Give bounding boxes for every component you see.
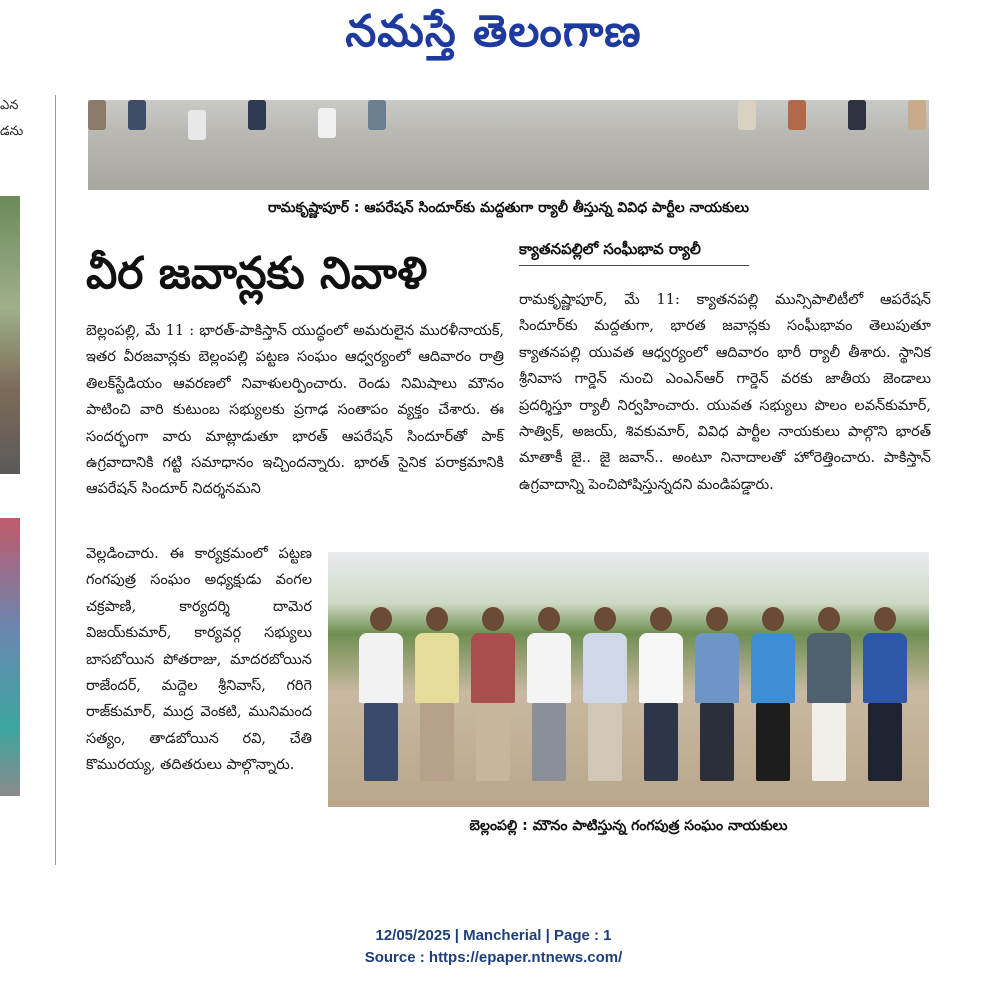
group-photo: [328, 552, 929, 807]
main-headline: వీర జవాన్లకు నివాళి: [86, 248, 428, 299]
main-story-paragraph-continued: వెల్లడించారు. ఈ కార్యక్రమంలో పట్టణ గంగపుత్ర సంఘం అధ్యక్షుడు వంగల చక్రపాణి, కార్యదర్శి దామెర విజయ్‌కుమార్, కార్యవర్గ సభ్యులు బాసబోయిన పోతరాజు, మాదరబోయిన రాజేందర్, మద్దెల శ్రీనివాస్, గరిగె రాజ్‌కుమార్, ముద్ర వెంకటి, మునిమంద సత్యం, తాడబోయిన రవి, చేతి కొమురయ్య, తదితరులు పాల్గొన్నారు.: [86, 546, 312, 774]
left-column-fragment: ఎన: [0, 98, 19, 113]
left-edge-photo: [0, 518, 20, 796]
rally-photo-caption: రామకృష్ణాపూర్ : ఆపరేషన్ సిందూర్‌కు మద్దతుగా ర్యాలీ తీస్తున్న వివిధ పార్టీల నాయకులు: [268, 200, 749, 216]
photo-person: [748, 607, 798, 781]
left-column-fragment: డను: [0, 124, 24, 139]
photo-person: [860, 607, 910, 781]
main-story-paragraph: బెల్లంపల్లి, మే 11 : భారత్-పాకిస్తాన్ యుద్ధంలో అమరులైన మురళీనాయక్, ఇతర వీరజవాన్లకు బెల్లంపల్లి పట్టణ సంఘం ఆధ్వర్యంలో ఆదివారం రాత్రి తిలక్‌స్టేడియం ఆవరణలో నివాళులర్పించారు. రెండు నిమిషాలు మౌనం పాటించి వారి కుటుంబ సభ్యులకు ప్రగాఢ సంతాపం వ్యక్తం చేశారు. ఈ సందర్భంగా వారు మాట్లాడుతూ భారత్ ఆపరేషన్ సిందూర్‌తో పాక్ ఉగ్రవాదానికి గట్టి సమాధానం ఇచ్చిందన్నారు. భారత్ సైనిక పరాక్రమానికి ఆపరేషన్ సిందూర్ నిదర్శనమని: [86, 323, 504, 498]
group-photo-caption: బెల్లంపల్లి : మౌనం పాటిస్తున్న గంగపుత్ర సంఘం నాయకులు: [469, 818, 788, 834]
photo-person: [412, 607, 462, 781]
photo-person: [468, 607, 518, 781]
column-divider: [55, 95, 56, 865]
source-link[interactable]: Source : https://epaper.ntnews.com/: [364, 949, 623, 966]
newspaper-masthead: నమస్తే తెలంగాణ: [345, 6, 642, 57]
rally-photo: [88, 100, 929, 190]
side-story-body: రామకృష్ణాపూర్, మే 11: క్యాతనపల్లి మున్సిపాలిటీలో ఆపరేషన్ సిందూర్‌కు మద్దతుగా, భారత జవాన్లకు సంఘీభావం తెలుపుతూ క్యాతనపల్లి యువత ఆధ్వర్యంలో ఆదివారం భారీ ర్యాలీ తీశారు. స్థానిక శ్రీనివాస గార్డెన్ నుంచి ఎంఎన్ఆర్ గార్డెన్ వరకు జాతీయ జెండాలు ప్రదర్శిస్తూ ర్యాలీ నిర్వహించారు. యువత సభ్యులు పొలం లవన్‌కుమార్, సాత్విక్, అజయ్, శివకుమార్, వివిధ పార్టీల నాయకులు పాల్గొని భారత్ మాతాకీ జై.. జై జవాన్.. అంటూ నినాదాలతో హోరెత్తించారు. పాకిస్తాన్ ఉగ్రవాదాన్ని పెంచిపోషిస్తున్నదని మండిపడ్డారు.: [519, 292, 931, 493]
photo-person: [356, 607, 406, 781]
page-info: 12/05/2025 | Mancherial | Page : 1: [375, 927, 612, 944]
photo-person: [636, 607, 686, 781]
photo-person: [524, 607, 574, 781]
photo-person: [804, 607, 854, 781]
photo-person: [692, 607, 742, 781]
left-edge-photo: [0, 196, 20, 474]
side-story-subhead: క్యాతనపల్లిలో సంఘీభావ ర్యాలీ: [519, 240, 749, 266]
photo-person: [580, 607, 630, 781]
